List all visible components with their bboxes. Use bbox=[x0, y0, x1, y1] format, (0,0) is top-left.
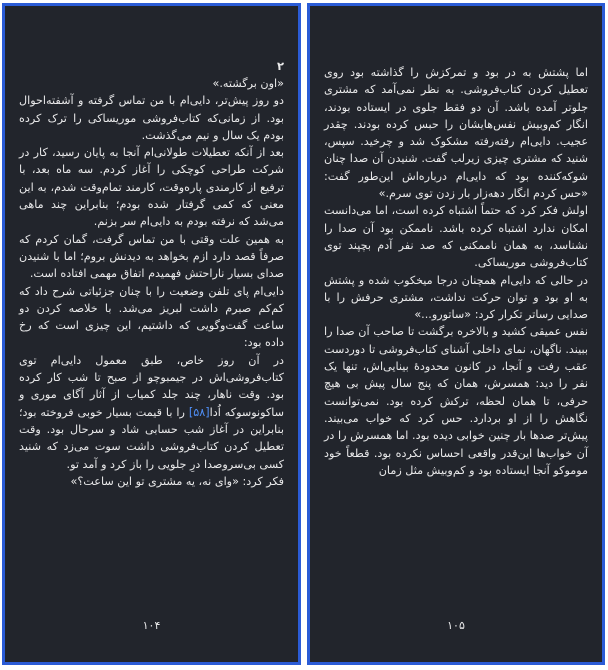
paragraph: اما پشتش به در بود و تمرکزش را گذاشته بود روی تعطیل کردن کتاب‌فروشی. به نظر نمی‌آمد که مشتری جلوتر آمده باشد. آن دو فقط جلوی در ایستاده بودند، انگار کم‌وبیش نفس‌هایشان را حبس کرده بودند. چقدر عجیب. دایی‌ام رفته‌رفته مشکوک شد و چرخید. سپس، شنید که مشتری چیزی زیرلب گفت. شنیدن آن صدا چنان شوکه‌کننده بود که دایی‌ام درباره‌اش این‌طور گفت: «حس کردم انگار دهه‌زار بار زدن توی سرم.» bbox=[324, 66, 588, 201]
paragraph: اولش فکر کرد که حتماً اشتباه کرده است، اما می‌دانست امکان ندارد اشتباه کرده باشد. ناممکن بود آن صدا را نشناسد، به همان ناممکنی که صد نفر آدم بچپند توی کتاب‌فروشی موریساکی. bbox=[324, 204, 588, 270]
paragraph-text: در آن روز خاص، طبق معمول دایی‌ام توی کتاب‌فروشی‌اش در جیمبوچو از صبح تا شب کار کرده بود. وقت ناهار، چند جلد کمیاب از آثار آگای موری و ساکونوسوکه اُدا bbox=[19, 353, 285, 419]
right-page-text bbox=[324, 64, 588, 479]
paragraph: «اون برگشته.» bbox=[212, 77, 284, 90]
paragraph bbox=[19, 352, 284, 473]
paragraph: فکر کرد: «وای نه، یه مشتری تو این ساعت؟» bbox=[70, 474, 284, 488]
paragraph: بعد از آنکه تعطیلات طولانی‌ام آنجا به پایان رسید، کار در شرکت طراحی کوچکی را آغاز کردم. سه ماه بعد، با ترفیع از کارمندی پاره‌وقت، کارمند تمام‌وقت شدم، به این معنی که کمی گرفتار شده بودم؛ بنابراین چند ماهی می‌شد که نرفته بودم به دایی‌ام سر بزنم. bbox=[19, 146, 284, 229]
footnote-link[interactable]: [۵۸] bbox=[188, 405, 210, 419]
paragraph: نفس عمیقی کشید و بالاخره برگشت تا صاحب آن صدا را ببیند. ناگهان، نمای داخلی آشنای کتاب‌فروشی تا دوردست عقب رفت و آنجا، در کانون محدودهٔ بینایی‌اش، تنها یک نفر را دید: همسرش، همان که پنج سال پیش بی هیچ حرفی، تا همان لحظه، ترکش کرده بود. نمی‌توانست نگاهش را از او بردارد. حس کرد که خواب می‌بیند. پیش‌تر صدها بار چنین خوابی دیده بود. اما همسرش را در آن خواب‌ها این‌قدر واقعی احساس نکرده بود. قطعاً خود موموکو آنجا ایستاده بود و کم‌وبیش مثل زمان bbox=[324, 325, 588, 477]
page-number: ۱۰۵ bbox=[447, 619, 465, 632]
right-page bbox=[307, 3, 605, 665]
left-page bbox=[2, 3, 301, 665]
paragraph: در حالی که دایی‌ام همچنان درجا میخکوب شده و پشتش به او بود و توان حرکت نداشت، مشتری حرفش را با صدایی رساتر تکرار کرد: «ساتورو...» bbox=[324, 273, 588, 322]
paragraph-text: را با قیمت بسیار خوبی فروخته بود؛ بنابراین در آغاز شب حسابی شاد و سرحال بود. وقت تعطیل کردن کتاب‌فروشی داشت سوت می‌زد که شنید کسی بی‌سروصدا درِ جلویی را باز کرد و آمد تو. bbox=[19, 405, 284, 471]
chapter-number: ۲ bbox=[276, 59, 284, 73]
paragraph: دو روز پیش‌تر، دایی‌ام با من تماس گرفته و آشفته‌احوال بود. از زمانی‌که کتاب‌فروشی موریساکی را ترک کرده بودم یک سال و نیم می‌گذشت. bbox=[19, 94, 284, 142]
paragraph: دایی‌ام پای تلفن وضعیت را با چنان جزئیاتی شرح داد که کم‌کم صبرم داشت لبریز می‌شد. با خلاصه کردن دو ساعت گفت‌وگویی که داشتیم، این چیزی است که رخ داده بود: bbox=[19, 284, 284, 350]
paragraph: به همین علت وقتی با من تماس گرفت، گمان کردم که صرفاً قصد دارد ازم بخواهد به دیدنش بروم؛ اما با شنیدن صدای بسیار ناراحتش فهمیدم اتفاق مهمی افتاده است. bbox=[19, 232, 284, 281]
left-page-text bbox=[19, 58, 284, 490]
page-number: ۱۰۴ bbox=[142, 619, 161, 632]
